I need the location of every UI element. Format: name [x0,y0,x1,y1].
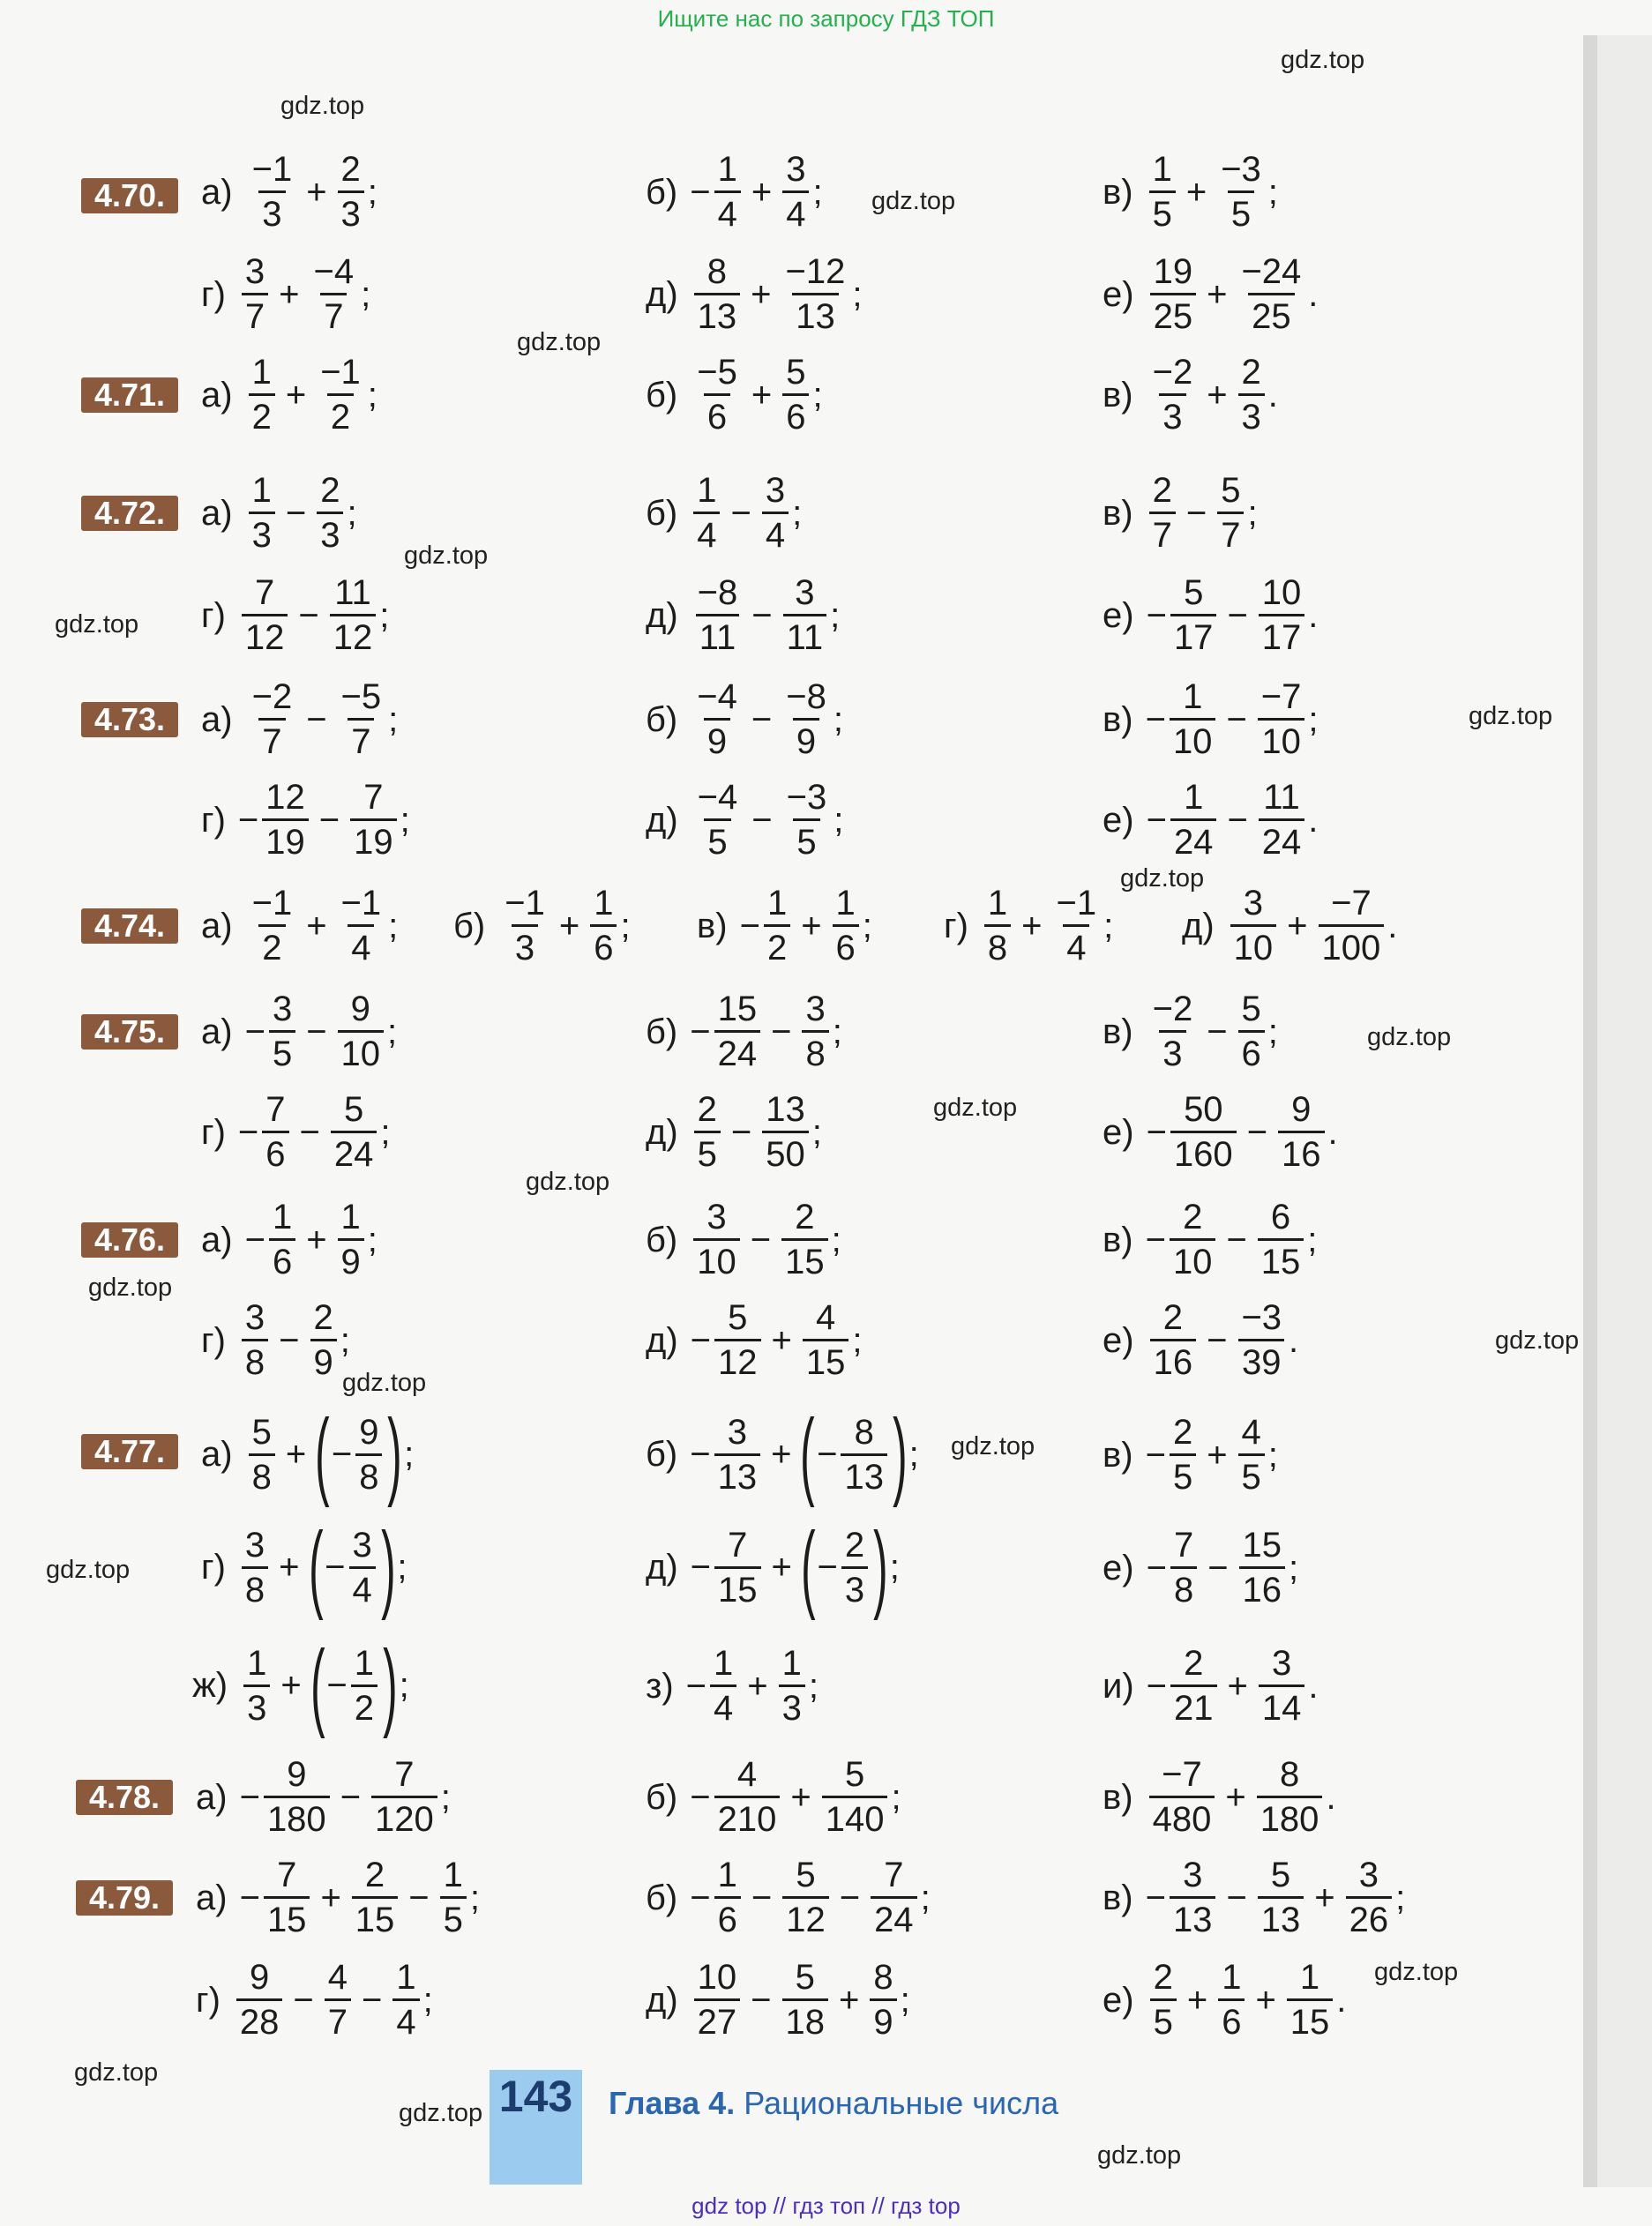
problem-number: 4.70. [81,178,178,213]
expression-477i: и) − $\frac{2}{21}$ + $\frac{3}{14}$ . [1103,1644,1319,1728]
watermark: gdz.top [951,1432,1035,1460]
watermark: gdz.top [342,1369,427,1397]
expression-476g: г) $\frac{3}{8}$ − $\frac{2}{9}$ ; [201,1298,350,1382]
expression-477zh: ж) $\frac{1}{3}$ + ( − $\frac{1}{2}$ ) ; [192,1631,409,1739]
expression-475g: г) − $\frac{7}{6}$ − $\frac{5}{24}$ ; [201,1090,391,1174]
expression-477b: б) − $\frac{3}{13}$ + ( − $\frac{8}{13}$ ) ; [646,1400,919,1508]
page-number: 143 [498,2072,573,2121]
problem-number: 4.71. [81,377,178,413]
expression-471v: в) $\frac{-2}{3}$ + $\frac{2}{3}$ . [1103,353,1278,437]
expression-470e: е) $\frac{19}{25}$ + $\frac{-24}{25}$ . [1103,252,1319,336]
expression-479v: в) − $\frac{3}{13}$ − $\frac{5}{13}$ + $\frac{3}{26}$ ; [1103,1856,1406,1939]
expression-479g: г) $\frac{9}{28}$ − $\frac{4}{7}$ − $\frac{1}{4}$ ; [196,1958,433,2042]
problem-number: 4.79. [76,1880,173,1916]
expression-475v: в) $\frac{-2}{3}$ − $\frac{5}{6}$ ; [1103,990,1278,1073]
watermark: gdz.top [1097,2141,1182,2170]
watermark: gdz.top [933,1094,1018,1122]
expression-474d: д) $\frac{3}{10}$ + $\frac{-7}{100}$ . [1182,884,1398,967]
problem-number: 4.77. [81,1434,178,1469]
expression-473a: а) $\frac{-2}{7}$ − $\frac{-5}{7}$ ; [201,677,399,761]
problem-number: 4.76. [81,1222,178,1258]
expression-470d: д) $\frac{8}{13}$ + $\frac{-12}{13}$ ; [646,252,863,336]
problem-number: 4.78. [76,1780,173,1815]
expression-470v: в) $\frac{1}{5}$ + $\frac{-3}{5}$ ; [1103,150,1278,234]
expression-479e: е) $\frac{2}{5}$ + $\frac{1}{6}$ + $\frac{1}{15}$ . [1103,1958,1347,2042]
expression-478a: а) − $\frac{9}{180}$ − $\frac{7}{120}$ ; [196,1755,451,1839]
chapter-name: Рациональные числа [744,2085,1059,2121]
watermark: gdz.top [280,92,365,120]
watermark: gdz.top [1120,864,1205,893]
watermark: gdz.top [1469,702,1553,730]
problem-number: 4.74. [81,908,178,944]
expression-478b: б) − $\frac{4}{210}$ + $\frac{5}{140}$ ; [646,1755,901,1839]
watermark: gdz.top [517,328,602,356]
expression-473b: б) $\frac{-4}{9}$ − $\frac{-8}{9}$ ; [646,677,843,761]
expression-474v: в) − $\frac{1}{2}$ + $\frac{1}{6}$ ; [697,884,872,967]
watermark: gdz.top [46,1556,131,1584]
expression-472d: д) $\frac{-8}{11}$ − $\frac{3}{11}$ ; [646,573,841,657]
bottom-links[interactable]: gdz top // гдз топ // гдз top [691,2192,961,2219]
expression-472v: в) $\frac{2}{7}$ − $\frac{5}{7}$ ; [1103,471,1258,555]
expression-477g: г) $\frac{3}{8}$ + ( − $\frac{3}{4}$ ) ; [201,1513,407,1621]
watermark: gdz.top [1495,1326,1580,1355]
expression-476b: б) $\frac{3}{10}$ − $\frac{2}{15}$ ; [646,1198,841,1281]
expression-477e: е) − $\frac{7}{8}$ − $\frac{15}{16}$ ; [1103,1526,1299,1610]
expression-470b: б) − $\frac{1}{4}$ + $\frac{3}{4}$ ; [646,150,823,234]
expression-475e: е) − $\frac{50}{160}$ − $\frac{9}{16}$ . [1103,1090,1338,1174]
page-edge [1583,35,1597,2187]
watermark: gdz.top [526,1168,610,1196]
page-edge-background [1597,35,1652,2187]
expression-475d: д) $\frac{2}{5}$ − $\frac{13}{50}$ ; [646,1090,822,1174]
expression-479b: б) − $\frac{1}{6}$ − $\frac{5}{12}$ − $\frac{7}{24}$ ; [646,1856,931,1939]
watermark: gdz.top [1374,1958,1459,1986]
expression-473v: в) − $\frac{1}{10}$ − $\frac{-7}{10}$ ; [1103,677,1319,761]
expression-470g: г) $\frac{3}{7}$ + $\frac{-4}{7}$ ; [201,252,371,336]
watermark: gdz.top [1281,46,1365,74]
expression-470a: а) $\frac{-1}{3}$ + $\frac{2}{3}$ ; [201,150,377,234]
watermark: gdz.top [404,542,489,570]
problem-number: 4.75. [81,1014,178,1050]
watermark: gdz.top [871,187,956,215]
problem-number: 4.73. [81,702,178,737]
expression-477d: д) − $\frac{7}{15}$ + ( − $\frac{2}{3}$ ) ; [646,1513,900,1621]
watermark: gdz.top [55,610,139,639]
expression-479a: а) − $\frac{7}{15}$ + $\frac{2}{15}$ − $\frac{1}{5}$ ; [196,1856,481,1939]
expression-479d: д) $\frac{10}{27}$ − $\frac{5}{18}$ + $\frac{8}{9}$ ; [646,1958,910,2042]
expression-472e: е) − $\frac{5}{17}$ − $\frac{10}{17}$ . [1103,573,1319,657]
expression-473g: г) − $\frac{12}{19}$ − $\frac{7}{19}$ ; [201,778,410,862]
expression-471b: б) $\frac{-5}{6}$ + $\frac{5}{6}$ ; [646,353,823,437]
watermark: gdz.top [88,1274,173,1302]
expression-472a: а) $\frac{1}{3}$ − $\frac{2}{3}$ ; [201,471,357,555]
expression-477a: а) $\frac{5}{8}$ + ( − $\frac{9}{8}$ ) ; [201,1400,415,1508]
chapter-label: Глава 4. [609,2085,736,2121]
expression-474b: б) $\frac{-1}{3}$ + $\frac{1}{6}$ ; [453,884,631,967]
expression-475b: б) − $\frac{15}{24}$ − $\frac{3}{8}$ ; [646,990,842,1073]
problem-number: 4.72. [81,496,178,531]
expression-472b: б) $\frac{1}{4}$ − $\frac{3}{4}$ ; [646,471,803,555]
expression-476d: д) − $\frac{5}{12}$ + $\frac{4}{15}$ ; [646,1298,863,1382]
expression-474g: г) $\frac{1}{8}$ + $\frac{-1}{4}$ ; [944,884,1114,967]
expression-476a: а) − $\frac{1}{6}$ + $\frac{1}{9}$ ; [201,1198,377,1281]
watermark: gdz.top [1367,1023,1452,1051]
expression-473d: д) $\frac{-4}{5}$ − $\frac{-3}{5}$ ; [646,778,844,862]
expression-471a: а) $\frac{1}{2}$ + $\frac{-1}{2}$ ; [201,353,377,437]
expression-472g: г) $\frac{7}{12}$ − $\frac{11}{12}$ ; [201,573,390,657]
expression-475a: а) − $\frac{3}{5}$ − $\frac{9}{10}$ ; [201,990,398,1073]
search-banner[interactable]: Ищите нас по запросу ГДЗ ТОП [657,5,995,32]
watermark: gdz.top [399,2099,483,2127]
expression-477v: в) − $\frac{2}{5}$ + $\frac{4}{5}$ ; [1103,1413,1278,1497]
expression-476e: е) $\frac{2}{16}$ − $\frac{-3}{39}$ . [1103,1298,1299,1382]
expression-477z: з) − $\frac{1}{4}$ + $\frac{1}{3}$ ; [646,1644,819,1728]
expression-473e: е) − $\frac{1}{24}$ − $\frac{11}{24}$ . [1103,778,1319,862]
watermark: gdz.top [74,2058,159,2087]
expression-476v: в) − $\frac{2}{10}$ − $\frac{6}{15}$ ; [1103,1198,1318,1281]
chapter-title [609,2085,1058,2122]
expression-474a: а) $\frac{-1}{2}$ + $\frac{-1}{4}$ ; [201,884,399,967]
expression-478v: в) $\frac{-7}{480}$ + $\frac{8}{180}$ . [1103,1755,1336,1839]
